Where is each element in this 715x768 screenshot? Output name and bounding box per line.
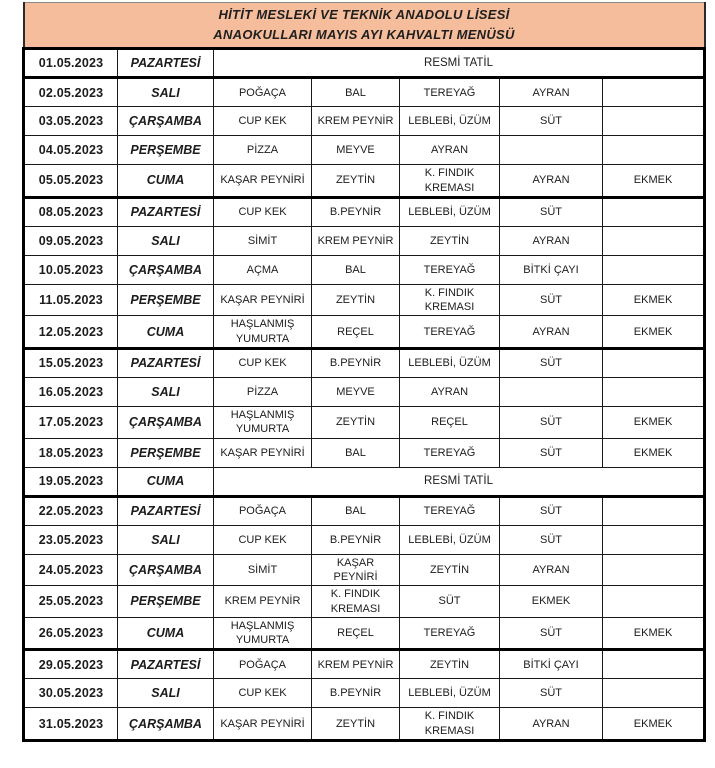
menu-item-cell: EKMEK (603, 165, 705, 198)
menu-item-cell: KREM PEYNİR (312, 650, 400, 679)
menu-item-cell: AYRAN (500, 226, 603, 255)
menu-item-cell: POĞAÇA (214, 496, 312, 525)
menu-item-cell: SÜT (500, 284, 603, 316)
table-header-cell (24, 3, 705, 49)
school-title: HİTİT MESLEKİ VE TEKNİK ANADOLU LİSESİ (218, 7, 510, 22)
table-row (24, 586, 705, 618)
date-cell: 05.05.2023 (24, 165, 118, 198)
menu-item-cell: TEREYAĞ (400, 316, 500, 349)
day-cell: CUMA (118, 617, 214, 650)
week-group (24, 496, 705, 650)
menu-item-cell: AYRAN (500, 708, 603, 741)
menu-item-cell (603, 554, 705, 586)
menu-item-cell: TEREYAĞ (400, 496, 500, 525)
day-cell: SALI (118, 78, 214, 107)
day-cell: ÇARŞAMBA (118, 255, 214, 284)
menu-item-cell (603, 525, 705, 554)
menu-item-cell: TEREYAĞ (400, 617, 500, 650)
date-cell: 09.05.2023 (24, 226, 118, 255)
week-group (24, 349, 705, 497)
menu-item-cell: CUP KEK (214, 679, 312, 708)
date-cell: 22.05.2023 (24, 496, 118, 525)
menu-item-cell: KAŞAR PEYNİRİ (214, 438, 312, 467)
menu-item-cell: EKMEK (603, 407, 705, 439)
menu-item-cell: AYRAN (400, 136, 500, 165)
menu-item-cell: BİTKİ ÇAYI (500, 650, 603, 679)
menu-item-cell: K. FINDIK KREMASI (400, 708, 500, 741)
menu-table (22, 2, 706, 742)
menu-item-cell: KAŞAR PEYNİRİ (312, 554, 400, 586)
menu-item-cell: CUP KEK (214, 107, 312, 136)
menu-item-cell: SÜT (500, 679, 603, 708)
date-cell: 29.05.2023 (24, 650, 118, 679)
menu-item-cell: TEREYAĞ (400, 255, 500, 284)
date-cell: 19.05.2023 (24, 467, 118, 496)
table-row (24, 650, 705, 679)
table-row (24, 197, 705, 226)
menu-item-cell: LEBLEBİ, ÜZÜM (400, 679, 500, 708)
menu-item-cell: KAŞAR PEYNİRİ (214, 165, 312, 198)
menu-item-cell: SÜT (500, 107, 603, 136)
menu-item-cell: BAL (312, 255, 400, 284)
date-cell: 01.05.2023 (24, 49, 118, 78)
table-row (24, 378, 705, 407)
date-cell: 08.05.2023 (24, 197, 118, 226)
date-cell: 23.05.2023 (24, 525, 118, 554)
day-cell: PAZARTESİ (118, 650, 214, 679)
menu-item-cell (603, 226, 705, 255)
table-row (24, 316, 705, 349)
menu-item-cell: AÇMA (214, 255, 312, 284)
menu-item-cell: POĞAÇA (214, 650, 312, 679)
menu-item-cell: SİMİT (214, 554, 312, 586)
menu-item-cell (603, 136, 705, 165)
menu-item-cell: BİTKİ ÇAYI (500, 255, 603, 284)
menu-item-cell: ZEYTİN (400, 554, 500, 586)
menu-item-cell (603, 349, 705, 378)
date-cell: 02.05.2023 (24, 78, 118, 107)
menu-item-cell (603, 255, 705, 284)
day-cell: PERŞEMBE (118, 284, 214, 316)
menu-item-cell: ZEYTİN (312, 284, 400, 316)
table-row (24, 525, 705, 554)
menu-item-cell: AYRAN (500, 316, 603, 349)
day-cell: SALI (118, 679, 214, 708)
week-group (24, 197, 705, 348)
menu-item-cell (603, 679, 705, 708)
week-group (24, 78, 705, 198)
date-cell: 18.05.2023 (24, 438, 118, 467)
menu-item-cell: POĞAÇA (214, 78, 312, 107)
table-row (24, 438, 705, 467)
table-row (24, 49, 705, 78)
table-row (24, 467, 705, 496)
date-cell: 15.05.2023 (24, 349, 118, 378)
day-cell: PAZARTESİ (118, 49, 214, 78)
table-row (24, 107, 705, 136)
table-row (24, 554, 705, 586)
menu-item-cell: LEBLEBİ, ÜZÜM (400, 197, 500, 226)
menu-item-cell: SÜT (500, 438, 603, 467)
menu-item-cell: SÜT (500, 349, 603, 378)
menu-item-cell (500, 136, 603, 165)
table-row (24, 679, 705, 708)
day-cell: PERŞEMBE (118, 438, 214, 467)
holiday-cell: RESMİ TATİL (214, 467, 705, 496)
menu-item-cell: CUP KEK (214, 525, 312, 554)
menu-item-cell: SÜT (500, 407, 603, 439)
menu-item-cell: MEYVE (312, 378, 400, 407)
menu-item-cell: SÜT (500, 617, 603, 650)
menu-item-cell: EKMEK (500, 586, 603, 618)
table-row (24, 407, 705, 439)
day-cell: SALI (118, 525, 214, 554)
date-cell: 04.05.2023 (24, 136, 118, 165)
menu-item-cell: BAL (312, 78, 400, 107)
menu-subtitle: ANAOKULLARI MAYIS AYI KAHVALTI MENÜSÜ (213, 27, 515, 43)
menu-item-cell: HAŞLANMIŞ YUMURTA (214, 617, 312, 650)
table-row (24, 708, 705, 741)
menu-item-cell: B.PEYNİR (312, 525, 400, 554)
menu-item-cell: HAŞLANMIŞ YUMURTA (214, 316, 312, 349)
menu-item-cell: EKMEK (603, 708, 705, 741)
date-cell: 12.05.2023 (24, 316, 118, 349)
date-cell: 10.05.2023 (24, 255, 118, 284)
menu-item-cell: BAL (312, 496, 400, 525)
day-cell: SALI (118, 378, 214, 407)
menu-item-cell: SİMİT (214, 226, 312, 255)
menu-item-cell: CUP KEK (214, 349, 312, 378)
day-cell: PAZARTESİ (118, 349, 214, 378)
day-cell: PERŞEMBE (118, 586, 214, 618)
menu-item-cell (603, 107, 705, 136)
menu-item-cell: BAL (312, 438, 400, 467)
menu-item-cell: KAŞAR PEYNİRİ (214, 284, 312, 316)
menu-item-cell: KREM PEYNİR (214, 586, 312, 618)
table-row (24, 78, 705, 107)
day-cell: ÇARŞAMBA (118, 554, 214, 586)
holiday-cell: RESMİ TATİL (214, 49, 705, 78)
menu-item-cell: AYRAN (400, 378, 500, 407)
day-cell: PERŞEMBE (118, 136, 214, 165)
menu-item-cell: SÜT (400, 586, 500, 618)
menu-item-cell (603, 650, 705, 679)
menu-item-cell: K. FINDIK KREMASI (312, 586, 400, 618)
date-cell: 24.05.2023 (24, 554, 118, 586)
day-cell: PAZARTESİ (118, 496, 214, 525)
menu-item-cell: TEREYAĞ (400, 438, 500, 467)
menu-item-cell: REÇEL (400, 407, 500, 439)
table-row (24, 165, 705, 198)
menu-item-cell: EKMEK (603, 316, 705, 349)
table-row (24, 496, 705, 525)
week-group (24, 49, 705, 78)
menu-item-cell: REÇEL (312, 316, 400, 349)
menu-item-cell (603, 586, 705, 618)
menu-item-cell: HAŞLANMIŞ YUMURTA (214, 407, 312, 439)
menu-item-cell: AYRAN (500, 165, 603, 198)
table-row (24, 136, 705, 165)
table-header (24, 3, 705, 49)
table-row (24, 617, 705, 650)
menu-item-cell: AYRAN (500, 554, 603, 586)
menu-item-cell: B.PEYNİR (312, 349, 400, 378)
menu-item-cell: EKMEK (603, 617, 705, 650)
day-cell: CUMA (118, 467, 214, 496)
menu-item-cell: AYRAN (500, 78, 603, 107)
menu-item-cell: EKMEK (603, 284, 705, 316)
date-cell: 31.05.2023 (24, 708, 118, 741)
menu-item-cell (603, 496, 705, 525)
date-cell: 26.05.2023 (24, 617, 118, 650)
day-cell: CUMA (118, 316, 214, 349)
menu-item-cell (603, 78, 705, 107)
menu-item-cell: LEBLEBİ, ÜZÜM (400, 107, 500, 136)
day-cell: ÇARŞAMBA (118, 107, 214, 136)
date-cell: 25.05.2023 (24, 586, 118, 618)
menu-item-cell: TEREYAĞ (400, 78, 500, 107)
menu-item-cell: KREM PEYNİR (312, 226, 400, 255)
menu-item-cell: SÜT (500, 496, 603, 525)
menu-item-cell: B.PEYNİR (312, 679, 400, 708)
menu-item-cell: K. FINDIK KREMASI (400, 284, 500, 316)
day-cell: CUMA (118, 165, 214, 198)
menu-item-cell: SÜT (500, 525, 603, 554)
day-cell: ÇARŞAMBA (118, 407, 214, 439)
table-row (24, 255, 705, 284)
table-row (24, 349, 705, 378)
menu-item-cell: ZEYTİN (312, 407, 400, 439)
menu-item-cell: REÇEL (312, 617, 400, 650)
menu-item-cell: LEBLEBİ, ÜZÜM (400, 349, 500, 378)
menu-item-cell: MEYVE (312, 136, 400, 165)
menu-item-cell: PİZZA (214, 378, 312, 407)
table-row (24, 284, 705, 316)
menu-item-cell: LEBLEBİ, ÜZÜM (400, 525, 500, 554)
menu-item-cell: ZEYTİN (312, 165, 400, 198)
date-cell: 11.05.2023 (24, 284, 118, 316)
menu-item-cell: ZEYTİN (400, 650, 500, 679)
date-cell: 03.05.2023 (24, 107, 118, 136)
date-cell: 17.05.2023 (24, 407, 118, 439)
menu-item-cell (500, 378, 603, 407)
menu-item-cell: CUP KEK (214, 197, 312, 226)
date-cell: 16.05.2023 (24, 378, 118, 407)
menu-item-cell: K. FINDIK KREMASI (400, 165, 500, 198)
menu-item-cell: SÜT (500, 197, 603, 226)
menu-item-cell: ZEYTİN (400, 226, 500, 255)
menu-item-cell (603, 197, 705, 226)
date-cell: 30.05.2023 (24, 679, 118, 708)
menu-item-cell (603, 378, 705, 407)
week-group (24, 650, 705, 741)
header-row (24, 3, 705, 49)
day-cell: ÇARŞAMBA (118, 708, 214, 741)
menu-item-cell: B.PEYNİR (312, 197, 400, 226)
menu-item-cell: PİZZA (214, 136, 312, 165)
menu-item-cell: ZEYTİN (312, 708, 400, 741)
day-cell: PAZARTESİ (118, 197, 214, 226)
menu-item-cell: EKMEK (603, 438, 705, 467)
menu-item-cell: KAŞAR PEYNİRİ (214, 708, 312, 741)
menu-item-cell: KREM PEYNİR (312, 107, 400, 136)
day-cell: SALI (118, 226, 214, 255)
table-row (24, 226, 705, 255)
